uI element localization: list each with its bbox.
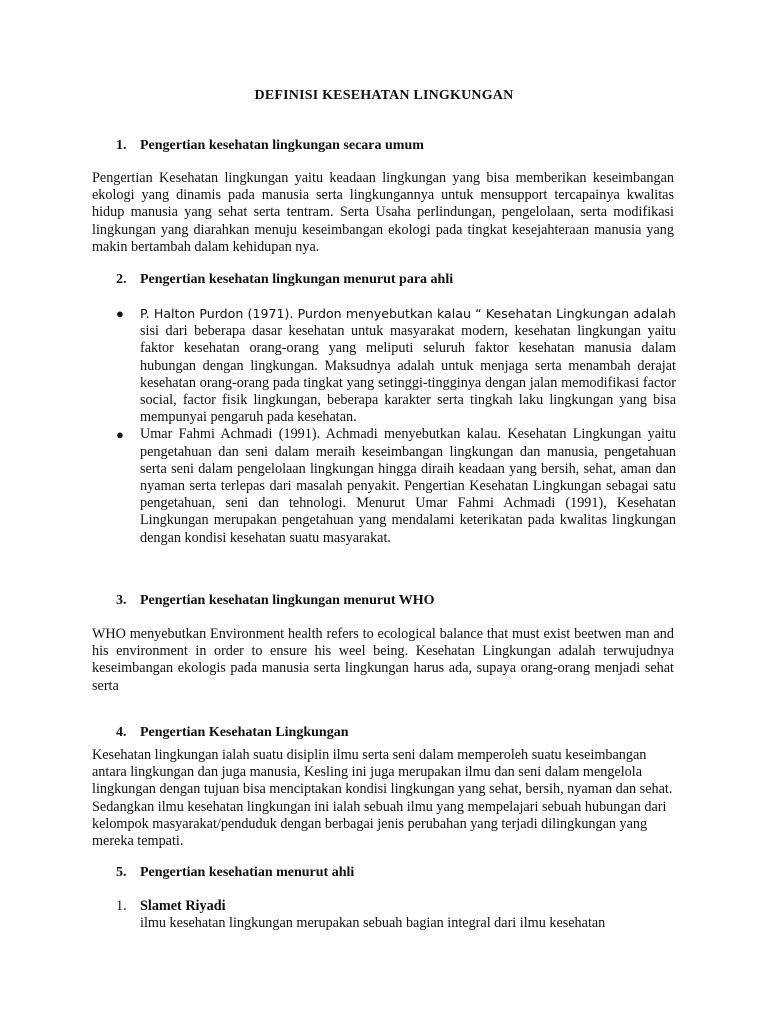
section-2-heading — [116, 272, 453, 288]
list-item — [116, 426, 676, 546]
section-1-paragraph: Pengertian Kesehatan lingkungan yaitu keadaan lingkungan yang bisa memberikan keseimbangan ekologi yang dinamis pada manusia serta lingkungannya untuk mensupport tercapainya kwalitas hidup manusia yang sehat serta tentram. Serta Usaha perlindungan, pengelolaan, serta modifikasi lingkungan yang diarahkan menuju keseimbangan ekologi pada tingkat kesejahteraan manusia yang makin bertambah dalam kehidupan nya. — [92, 170, 674, 255]
expert-subitem — [116, 898, 676, 932]
section-1-number: 1. — [116, 138, 127, 153]
subitem-number: 1. — [116, 898, 127, 914]
section-1-heading — [116, 138, 424, 154]
document-title: DEFINISI KESEHATAN LINGKUNGAN — [254, 88, 514, 103]
section-1-title: Pengertian kesehatan lingkungan secara umum — [140, 138, 424, 153]
section-4-paragraph: Kesehatan lingkungan ialah suatu disiplin ilmu serta seni dalam memperoleh suatu keseimbangan antara lingkungan dan juga manusia, Kesling ini juga merupakan ilmu dan seni dalam mengelola lingkungan dengan tujuan bisa menciptakan kondisi lingkungan yang sehat, bersih, nyaman dan sehat. Sedangkan ilmu kesehatan lingkungan ini ialah sebuah ilmu yang mempelajari sebuah hubungan dari kelompok masyarakat/penduduk dengan berbagai jenis perubahan yang terjadi dilingkungan yang mereka tempati. — [92, 747, 673, 850]
list-item — [116, 305, 676, 426]
section-3-title: Pengertian kesehatan lingkungan menurut WHO — [140, 593, 435, 608]
section-4-title: Pengertian Kesehatan Lingkungan — [140, 725, 349, 740]
section-3-heading — [116, 593, 435, 609]
bullet-icon: ● — [116, 306, 124, 321]
section-5-number: 5. — [116, 865, 127, 880]
bullet-icon: ● — [116, 427, 124, 443]
section-5-title: Pengertian kesehatian menurut ahli — [140, 865, 355, 880]
section-4-heading — [116, 725, 348, 741]
section-3-paragraph: WHO menyebutkan Environment health refers to ecological balance that must exist beetwen man and his environment in order to ensure his weel being. Kesehatan Lingkungan adalah terwujudnya keseimbangan ekologis pada manusia serta lingkungan harus ada, supaya orang-orang menjadi sehat serta — [92, 626, 674, 694]
list-item-lead: P. Halton Purdon (1971). Purdon menyebutkan kalau “ Kesehatan Lingkungan adalah — [140, 306, 676, 321]
section-4-number: 4. — [116, 725, 127, 740]
section-2-title: Pengertian kesehatan lingkungan menurut para ahli — [140, 272, 454, 287]
list-item-text: sisi dari beberapa dasar kesehatan untuk masyarakat modern, kesehatan lingkungan yaitu faktor kesehatan orang-orang yang meliputi seluruh faktor kesehatan manusia dalam hubungan dengan lingkungan. Maksudnya adalah untuk menjaga serta menambah derajat kesehatan orang-orang pada tingkat yang setinggi-tingginya dengan jalan memodifikasi factor social, factor fisik lingkungan, beberapa karakter serta tingkah laku lingkungan yang bisa mempunyai pengaruh pada kesehatan. — [140, 323, 676, 426]
list-item-text: Umar Fahmi Achmadi (1991). Achmadi menyebutkan kalau. Kesehatan Lingkungan yaitu pengetahuan dan seni dalam meraih keseimbangan lingkungan dan manusia, pengetahuan serta seni dalam pengelolaan lingkungan hingga diraih keadaan yang bersih, sehat, aman dan nyaman serta terlepas dari masalah penyakit. Pengertian Kesehatan Lingkungan sebagai satu pengetahuan, seni dan tehnologi. Menurut Umar Fahmi Achmadi (1991), Kesehatan Lingkungan merupakan pengetahuan yang mendalami keterikatan pada kwalitas lingkungan dengan kondisi kesehatan suatu masyarakat. — [140, 426, 676, 546]
section-3-number: 3. — [116, 593, 127, 608]
section-5-heading — [116, 865, 354, 881]
subitem-name: Slamet Riyadi — [140, 898, 226, 914]
section-2-number: 2. — [116, 272, 127, 287]
expert-definitions-list — [116, 305, 676, 547]
subitem-text: ilmu kesehatan lingkungan merupakan sebuah bagian integral dari ilmu kesehatan — [140, 915, 606, 932]
